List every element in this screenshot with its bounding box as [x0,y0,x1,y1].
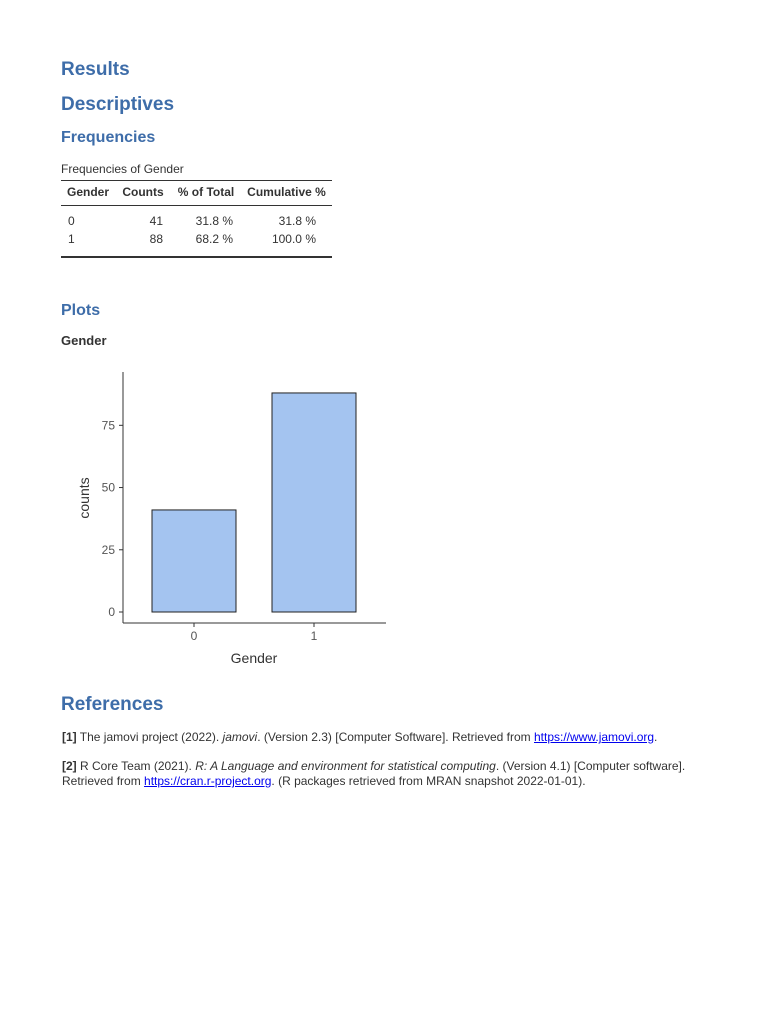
table-row [61,212,332,230]
reference-text: . [654,730,658,744]
x-tick-label: 0 [190,629,198,643]
column-header: Gender [61,181,115,206]
reference-text: . (Version 4.1) [Computer software]. Retrieved from [62,759,686,788]
x-axis-label: Gender [230,650,278,666]
gender-bar-chart [70,362,400,672]
reference-text: . (Version 2.3) [Computer Software]. Retrieved from [257,730,534,744]
reference-text: The jamovi project (2022). [79,730,223,744]
y-axis-label: counts [76,477,92,519]
frequencies-heading: Frequencies [61,129,156,146]
table-row [61,230,332,248]
table-header-row [61,181,332,206]
y-tick-label: 75 [101,418,115,433]
table-cell: 1 [68,232,75,246]
plots-heading: Plots [61,302,101,319]
reference-item [62,759,712,789]
reference-text: R Core Team (2021). [80,759,196,773]
plot-title: Gender [61,333,107,348]
y-tick-label: 25 [101,542,115,557]
descriptives-heading: Descriptives [61,94,175,115]
reference-link[interactable]: https://cran.r-project.org [144,774,272,788]
bar-0 [152,510,236,612]
table-cell: 0 [68,214,75,228]
results-heading: Results [61,59,130,80]
frequencies-table-caption: Frequencies of Gender [61,162,184,176]
table-cell: 88 [149,232,163,246]
reference-link[interactable]: https://www.jamovi.org [534,730,655,744]
y-tick-label: 50 [101,480,115,495]
reference-number: [1] [62,730,77,744]
reference-number: [2] [62,759,77,773]
column-header: Cumulative % [241,181,332,206]
y-tick-label: 0 [108,605,115,619]
reference-title: jamovi [222,730,258,744]
table-cell: 100.0 % [271,232,316,246]
reference-item [62,730,712,745]
reference-text: . (R packages retrieved from MRAN snapshot 2022-01-01). [271,774,586,788]
frequencies-table [61,180,332,258]
references-heading: References [61,694,164,715]
table-cell: 68.2 % [195,232,233,246]
table-cell: 41 [149,214,163,228]
table-cell: 31.8 % [278,214,316,228]
column-header: % of Total [171,181,241,206]
x-tick-label: 1 [310,629,318,643]
reference-title: R: A Language and environment for statistical computing [195,759,496,773]
table-cell: 31.8 % [195,214,233,228]
bar-1 [272,393,356,612]
column-header: Counts [115,181,171,206]
